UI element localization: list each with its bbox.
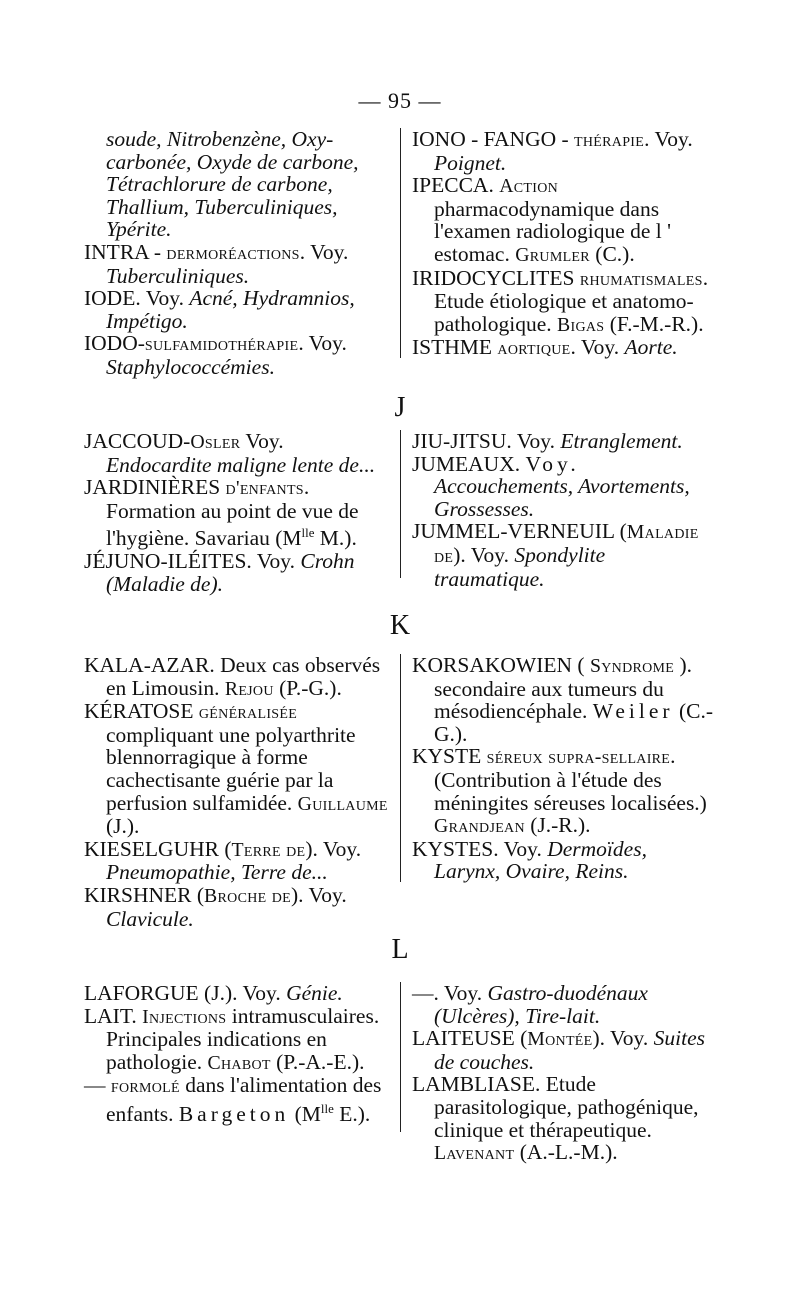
section-top xyxy=(84,127,724,379)
index-entry xyxy=(412,1027,717,1073)
entry-text: lle xyxy=(320,1101,334,1116)
index-entry xyxy=(412,520,717,590)
small-caps-text: dermoréactions xyxy=(166,241,300,264)
index-entry xyxy=(84,700,389,838)
index-column-right xyxy=(412,430,717,590)
entry-text: compliquant une polyarthrite blennorragique à forme cachectisante guérie par la perfusion sulfamidée. xyxy=(106,722,356,815)
small-caps-text: Lavenant xyxy=(434,1142,515,1165)
index-entry xyxy=(412,745,717,837)
cross-reference: Etranglement. xyxy=(560,429,683,453)
entry-text: . Formation au point de vue de l'hygiène. Savariau (M xyxy=(106,475,359,551)
index-entry xyxy=(84,654,389,700)
small-caps-text: Rejou xyxy=(224,677,274,700)
entry-text: (M xyxy=(289,1102,321,1127)
entry-text: (A.-L.-M.). xyxy=(514,1140,618,1165)
index-column-left xyxy=(84,430,389,595)
index-column-left xyxy=(84,128,389,379)
small-caps-text: aortique xyxy=(497,337,571,360)
entry-text: ISTHME xyxy=(412,335,498,360)
small-caps-text: Chabot xyxy=(207,1051,271,1074)
entry-text: KÉRATOSE xyxy=(84,699,199,724)
index-entry xyxy=(412,982,717,1027)
index-entry xyxy=(412,267,717,337)
entry-text: . Voy. xyxy=(299,239,349,264)
entry-text: ). Voy. xyxy=(305,836,362,861)
entry-text: (J.). xyxy=(106,814,140,839)
entry-text: . Voy. xyxy=(570,335,625,360)
cross-reference: Génie. xyxy=(286,981,343,1005)
entry-text: KYSTE xyxy=(412,744,487,769)
index-entry xyxy=(84,1005,389,1075)
entry-text: Voy. xyxy=(240,429,284,453)
cross-reference: Clavicule. xyxy=(106,906,194,931)
cross-reference: Staphylococcémies. xyxy=(106,354,275,379)
index-entry xyxy=(84,287,389,332)
entry-text: JÉJUNO-ILÉITES. Voy. xyxy=(84,549,301,574)
entry-text: LAITEUSE ( xyxy=(412,1026,528,1051)
entry-text: (C.-G.). xyxy=(434,699,713,746)
entry-text: lle xyxy=(301,526,315,541)
entry-text: (P.-A.-E.). xyxy=(270,1049,365,1074)
entry-text: IODO- xyxy=(84,331,145,356)
entry-text: JUMMEL-VERNEUIL ( xyxy=(412,519,627,544)
section-letter-j: J xyxy=(394,392,406,423)
entry-text: M.). xyxy=(314,526,357,551)
entry-text: dans l'alimentation des enfants. xyxy=(106,1073,382,1127)
entry-text: — xyxy=(84,1073,111,1098)
entry-text: LAFORGUE (J.). Voy. xyxy=(84,981,287,1005)
small-caps-text: Bigas xyxy=(557,313,605,336)
entry-text: LAIT. xyxy=(84,1003,143,1028)
small-caps-text: Montée xyxy=(527,1028,593,1051)
small-caps-text: Broche de xyxy=(204,884,291,907)
cross-reference: Acné, Hydramnios, Impétigo. xyxy=(106,286,355,333)
entry-text: E.). xyxy=(333,1102,371,1127)
entry-text: intramusculaires. Principales indications en pathologie. xyxy=(106,1003,380,1074)
entry-text: KALA-AZAR. Deux cas observés en Limousin. xyxy=(84,653,381,700)
index-entry xyxy=(412,838,717,883)
column-divider xyxy=(400,654,401,882)
entry-text: Weiler xyxy=(592,699,674,724)
small-caps-text: formolé xyxy=(110,1075,180,1098)
entry-text: ). Voy. xyxy=(290,882,347,907)
index-entry xyxy=(412,128,717,174)
cross-reference: Poignet. xyxy=(434,150,507,175)
entry-text: —. Voy. xyxy=(412,981,488,1005)
entry-text: KIESELGUHR ( xyxy=(84,836,232,861)
index-entry xyxy=(412,453,717,521)
section-k xyxy=(84,653,724,931)
index-entry xyxy=(84,241,389,287)
entry-text: . Voy. xyxy=(644,127,693,151)
index-entry xyxy=(84,332,389,378)
index-entry xyxy=(84,430,389,476)
small-caps-text: Osler xyxy=(190,431,241,453)
cross-reference: Tuberculiniques. xyxy=(106,263,250,288)
column-divider xyxy=(400,128,401,358)
cross-reference: Dermoïdes, Larynx, Ovaire, Reins. xyxy=(434,836,647,884)
entry-text: KYSTES. Voy. xyxy=(412,836,548,861)
entry-text: ). secondaire aux tumeurs du mésodiencéphale. xyxy=(434,653,693,724)
index-column-left xyxy=(84,982,389,1126)
entry-text: (C.). xyxy=(589,241,635,266)
small-caps-text: sulfamidothérapie xyxy=(144,333,299,356)
entry-text: JIU-JITSU. Voy. xyxy=(412,429,561,453)
entry-text: Voy. xyxy=(525,451,580,476)
entry-text: JACCOUD- xyxy=(84,429,191,453)
column-divider xyxy=(400,430,401,578)
entry-text: INTRA - xyxy=(84,239,167,264)
column-divider xyxy=(400,982,401,1132)
index-column-right xyxy=(412,128,717,360)
entry-text: JARDINIÈRES xyxy=(84,475,226,500)
entry-text: IPECCA. xyxy=(412,173,500,198)
section-l xyxy=(84,981,724,1165)
index-entry xyxy=(84,128,389,241)
index-entry xyxy=(84,550,389,595)
index-entry xyxy=(412,174,717,266)
index-column-right xyxy=(412,654,717,883)
index-entry xyxy=(412,430,717,453)
small-caps-text: Injections xyxy=(142,1005,227,1028)
entry-text: . Voy. xyxy=(298,331,347,356)
entry-text: KIRSHNER ( xyxy=(84,882,205,907)
small-caps-text: Action xyxy=(499,175,559,198)
entry-text: pharmacodynamique dans l'examen radiologique de l ' estomac. xyxy=(434,196,672,266)
entry-text: ). Voy. xyxy=(592,1026,654,1051)
section-j xyxy=(84,429,724,596)
index-column-left xyxy=(84,654,389,930)
page-number: — 95 — xyxy=(358,88,442,113)
small-caps-text: Grumler xyxy=(515,243,590,266)
small-caps-text: séreux supra-sellaire xyxy=(486,746,671,769)
small-caps-text: Guillaume xyxy=(297,792,388,815)
entry-text: . Etude étiologique et anatomo-pathologique. xyxy=(434,265,709,336)
entry-text: JUMEAUX. xyxy=(412,451,526,476)
entry-text: Bargeton xyxy=(178,1102,290,1127)
cross-reference: Pneumopathie, Terre de... xyxy=(106,860,328,885)
cross-reference: Crohn (Maladie de). xyxy=(106,549,355,596)
cross-reference: Suites de couches. xyxy=(434,1026,706,1074)
cross-reference: Gastro-duodénaux (Ulcères), Tire-lait. xyxy=(434,981,648,1028)
entry-text: LAMBLIASE. Etude parasitologique, pathogénique, clinique et thérapeutique. xyxy=(412,1072,699,1142)
cross-reference: Spondylite traumatique. xyxy=(434,542,606,591)
small-caps-text: généralisée xyxy=(198,701,298,724)
index-entry xyxy=(84,838,389,884)
cross-reference: soude, Nitrobenzène, Oxy-carbonée, Oxyde de carbone, Tétrachlorure de carbone, Thallium, Tuberculiniques, Ypérite. xyxy=(106,127,359,242)
entry-text: . (Contribution à l'étude des méningites séreuses localisées.) xyxy=(434,744,707,815)
cross-reference: Accouchements, Avortements, Grossesses. xyxy=(434,474,690,521)
cross-reference: Endocardite maligne lente de... xyxy=(106,452,376,477)
entry-text: IODE. Voy. xyxy=(84,286,190,311)
small-caps-text: Terre de xyxy=(231,838,306,861)
section-letter-l: L xyxy=(391,934,409,965)
index-entry xyxy=(84,884,389,930)
index-entry xyxy=(412,1073,717,1164)
index-entry xyxy=(412,336,717,360)
entry-text: (P.-G.). xyxy=(273,675,342,700)
entry-text: IRIDOCYCLITES xyxy=(412,265,580,290)
index-entry xyxy=(84,982,389,1005)
small-caps-text: Maladie de xyxy=(434,521,699,567)
entry-text: (J.-R.). xyxy=(524,813,591,838)
small-caps-text: rhumatismales xyxy=(579,267,703,290)
index-entry xyxy=(412,654,717,745)
small-caps-text: Grandjean xyxy=(434,815,525,838)
index-entry xyxy=(84,1074,389,1125)
entry-text: ). Voy. xyxy=(453,542,515,567)
entry-text: IONO - FANGO - xyxy=(412,127,575,151)
entry-text: KORSAKOWIEN ( xyxy=(412,653,590,677)
small-caps-text: d'enfants xyxy=(225,477,304,500)
entry-text: (F.-M.-R.). xyxy=(604,311,704,336)
cross-reference: Aorte. xyxy=(624,335,678,360)
index-entry xyxy=(84,476,389,550)
section-letter-k: K xyxy=(389,610,411,641)
small-caps-text: Syndrome xyxy=(589,655,675,677)
index-column-right xyxy=(412,982,717,1165)
small-caps-text: thérapie xyxy=(574,129,645,151)
